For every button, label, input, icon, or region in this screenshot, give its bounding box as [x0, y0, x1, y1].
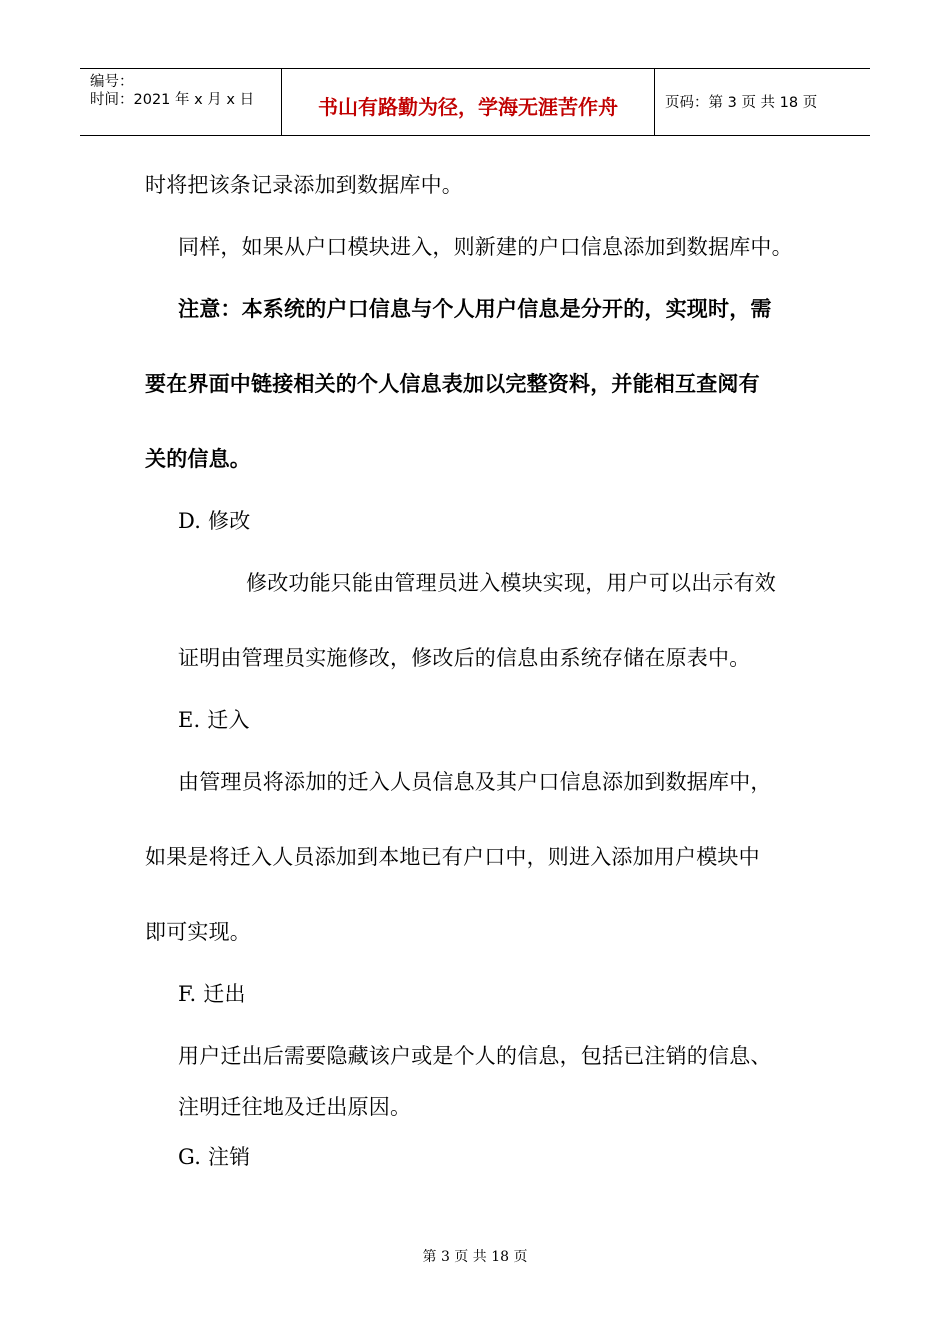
section-heading: D. 修改: [178, 509, 251, 533]
document-header: [80, 68, 870, 136]
header-page-info: 页码：第 3 页 共 18 页: [665, 95, 818, 111]
header-page-cell: [655, 69, 870, 135]
header-meta-cell: [80, 69, 281, 135]
section-heading: F. 迁出: [178, 982, 246, 1006]
header-motto: 书山有路勤为径，学海无涯苦作舟: [318, 95, 618, 119]
body-line: 如果是将迁入人员添加到本地已有户口中，则进入添加用户模块中: [145, 845, 760, 869]
note-line: 要在界面中链接相关的个人信息表加以完整资料，并能相互查阅有: [145, 371, 760, 396]
body-line: 即可实现。: [145, 920, 251, 944]
page-footer: 第 3 页 共 18 页: [422, 1249, 528, 1265]
body-line: 修改功能只能由管理员进入模块实现，用户可以出示有效: [246, 571, 776, 595]
body-line: 注明迁往地及迁出原因。: [178, 1095, 412, 1119]
document-number-label: 编号：: [90, 74, 134, 90]
note-line: 注意：本系统的户口信息与个人用户信息是分开的，实现时，需: [178, 296, 772, 321]
body-line: 证明由管理员实施修改，修改后的信息由系统存储在原表中。: [178, 646, 751, 670]
body-line: 同样，如果从户口模块进入，则新建的户口信息添加到数据库中。: [178, 235, 793, 259]
note-line: 关的信息。: [145, 446, 251, 471]
section-heading: E. 迁入: [178, 708, 250, 732]
body-line: 时将把该条记录添加到数据库中。: [145, 173, 463, 197]
body-line: 用户迁出后需要隐藏该户或是个人的信息，包括已注销的信息、: [178, 1044, 772, 1068]
body-line: 由管理员将添加的迁入人员信息及其户口信息添加到数据库中，: [178, 770, 772, 794]
section-heading: G. 注销: [178, 1145, 251, 1169]
header-motto-cell: [281, 69, 655, 135]
document-date: 时间：2021 年 x 月 x 日: [90, 92, 255, 108]
